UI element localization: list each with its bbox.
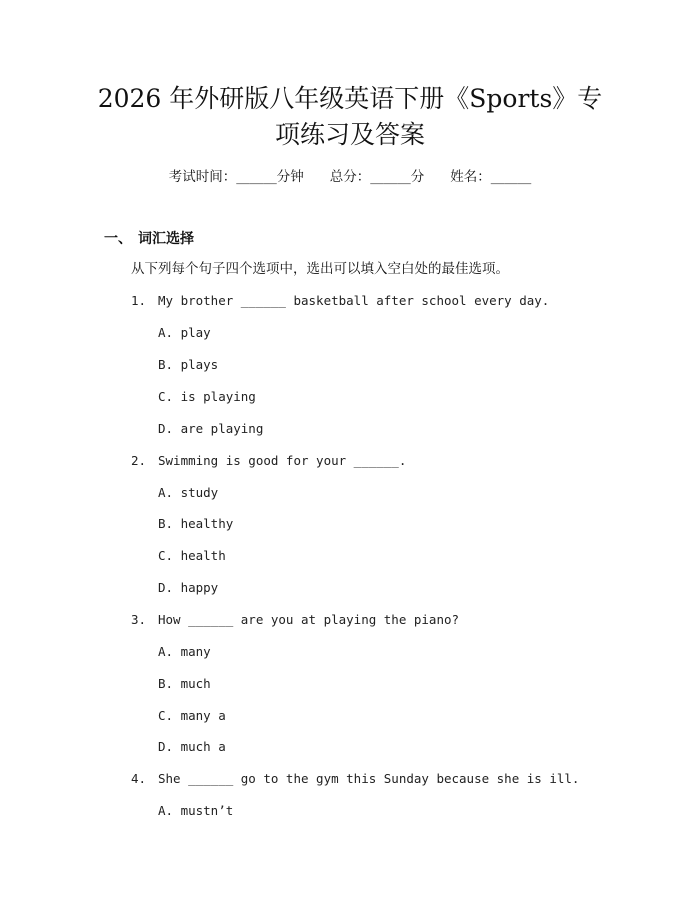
question-text: Swimming is good for your ______. [158,453,407,468]
student-name-field: 姓名：______ [450,169,532,185]
answer-option: A. mustn’t [158,803,234,818]
answer-option: D. happy [158,580,219,595]
answer-option: A. play [158,325,211,340]
section-number: 一、 [104,231,132,247]
question-stem [131,452,407,470]
answer-option: D. much a [158,739,226,754]
question-text: How ______ are you at playing the piano? [158,612,460,627]
answer-option: C. many a [158,708,226,723]
answer-option: B. healthy [158,516,234,531]
total-score-field: 总分：______分 [329,169,425,185]
document-title-line-2: 项练习及答案 [274,120,425,149]
question-stem [131,770,580,788]
question-number: 1. [131,293,147,308]
section-title: 词汇选择 [138,231,194,247]
question-text: My brother ______ basketball after school every day. [158,293,550,308]
document-title-line-1: 2026 年外研版八年级英语下册《Sports》专 [97,84,603,113]
answer-option: B. much [158,676,211,691]
answer-option: C. health [158,548,226,563]
answer-option: D. are playing [158,421,264,436]
question-number: 4. [131,771,147,786]
answer-option: A. study [158,485,219,500]
question-stem [131,292,550,310]
answer-option: C. is playing [158,389,256,404]
question-text: She ______ go to the gym this Sunday because she is ill. [158,771,580,786]
question-stem [131,611,460,629]
answer-option: A. many [158,644,211,659]
answer-option: B. plays [158,357,219,372]
section-heading [104,229,194,249]
question-number: 2. [131,453,147,468]
section-instructions: 从下列每个句子四个选项中，选出可以填入空白处的最佳选项。 [131,261,509,277]
exam-meta-row [0,166,700,188]
question-number: 3. [131,612,147,627]
exam-time-field: 考试时间：______分钟 [168,169,304,185]
